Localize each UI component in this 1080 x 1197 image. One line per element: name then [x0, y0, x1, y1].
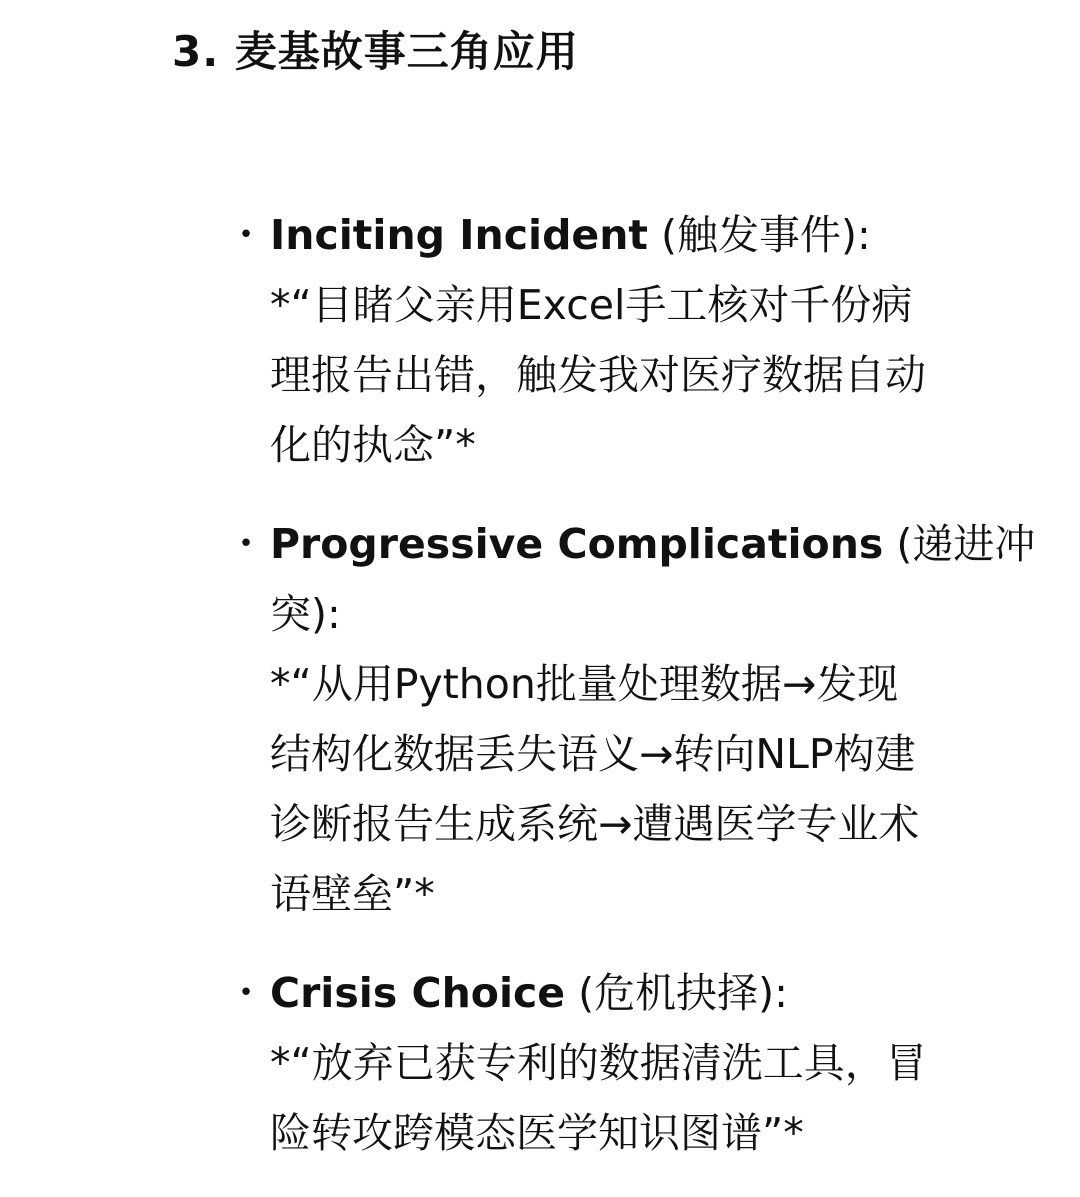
bullet-marker: •	[238, 220, 254, 250]
item-term: Progressive Complications	[270, 520, 884, 568]
section-heading: 3. 麦基故事三角应用	[172, 27, 579, 76]
item-text-line: 险转攻跨模态医学知识图谱”*	[270, 1109, 804, 1157]
item-text-line: 语壁垒”*	[270, 870, 435, 918]
item-term-translation: (递进冲	[883, 520, 1036, 568]
item-title-line	[270, 200, 1036, 270]
item-term-translation: (触发事件):	[648, 211, 871, 259]
story-triangle-list	[236, 200, 1036, 1197]
item-text-line: 诊断报告生成系统→遭遇医学专业术	[270, 800, 920, 848]
item-term-translation: (危机抉择):	[565, 969, 788, 1017]
item-text-line: *“放弃已获专利的数据清洗工具，冒	[270, 1039, 927, 1087]
item-text-line: 化的执念”*	[270, 421, 476, 469]
item-text-line: 突):	[270, 590, 341, 638]
item-text-line: 结构化数据丢失语义→转向NLP构建	[270, 730, 916, 778]
item-text-line: 理报告出错，触发我对医疗数据自动	[270, 351, 926, 399]
list-item-progressive-complications	[236, 509, 1036, 929]
bullet-marker: •	[238, 978, 254, 1008]
list-item-inciting-incident	[236, 200, 1036, 480]
item-term: Inciting Incident	[270, 211, 649, 259]
item-term: Crisis Choice	[270, 969, 566, 1017]
bullet-marker: •	[238, 529, 254, 559]
item-text-line: *“从用Python批量处理数据→发现	[270, 660, 899, 708]
item-title-line	[270, 958, 1036, 1028]
item-text-line: *“目睹父亲用Excel手工核对千份病	[270, 281, 913, 329]
item-title-line	[270, 509, 1036, 579]
list-item-crisis-choice	[236, 958, 1036, 1168]
